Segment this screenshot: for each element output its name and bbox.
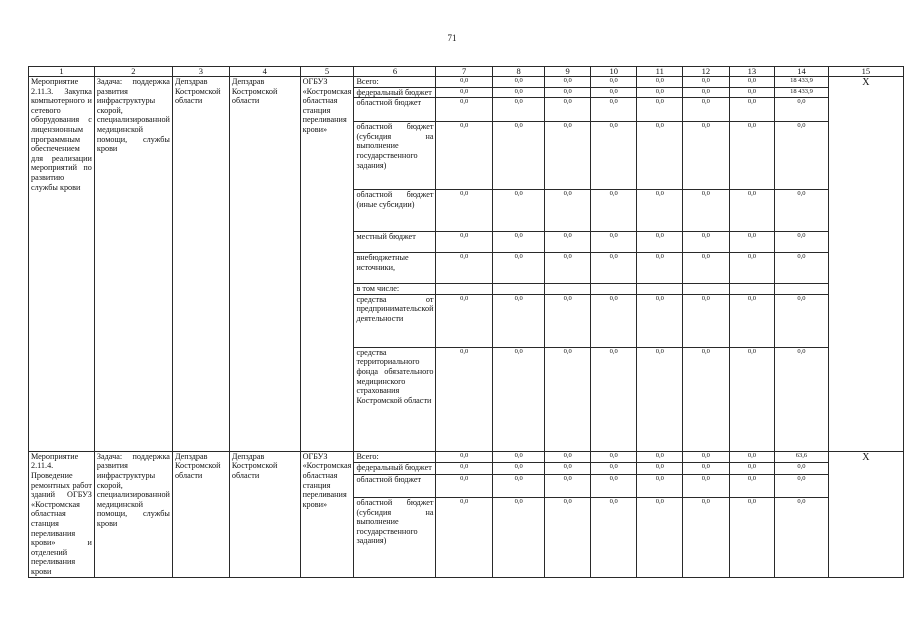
value-cell: 0,0 bbox=[436, 347, 492, 451]
column-number-15: 15 bbox=[828, 67, 903, 77]
column-number-4: 4 bbox=[229, 67, 300, 77]
value-cell: 0,0 bbox=[637, 474, 683, 498]
value-cell: 0,0 bbox=[492, 190, 544, 232]
value-cell: 0,0 bbox=[637, 463, 683, 474]
value-cell: 0,0 bbox=[436, 253, 492, 284]
value-cell bbox=[590, 284, 637, 295]
value-cell: 0,0 bbox=[545, 498, 591, 577]
coexecutor-cell: Депздрав Костромской области bbox=[229, 451, 300, 577]
column-number-5: 5 bbox=[300, 67, 354, 77]
column-number-3: 3 bbox=[172, 67, 229, 77]
funding-source-label: Всего: bbox=[354, 451, 436, 462]
value-cell: 0,0 bbox=[637, 347, 683, 451]
value-cell: 0,0 bbox=[683, 347, 730, 451]
value-cell: 0,0 bbox=[545, 87, 591, 98]
value-cell bbox=[492, 284, 544, 295]
value-cell: 0,0 bbox=[729, 253, 775, 284]
value-cell: 0,0 bbox=[683, 451, 730, 462]
value-cell: 0,0 bbox=[436, 451, 492, 462]
task-cell: Задача: поддержка развития инфраструктуры скорой, специализированной медицинской помощи, службы крови bbox=[94, 77, 172, 452]
value-cell: 0,0 bbox=[590, 98, 637, 122]
funding-source-label: федеральный бюджет bbox=[354, 87, 436, 98]
value-cell: 0,0 bbox=[436, 98, 492, 122]
recipient-cell: ОГБУЗ «Костромская областная станция переливания крови» bbox=[300, 451, 354, 577]
value-cell: 0,0 bbox=[729, 122, 775, 190]
value-cell: 0,0 bbox=[590, 87, 637, 98]
column-number-6: 6 bbox=[354, 67, 436, 77]
value-cell: 0,0 bbox=[683, 77, 730, 88]
column-number-7: 7 bbox=[436, 67, 492, 77]
value-cell: 0,0 bbox=[436, 77, 492, 88]
value-cell: 0,0 bbox=[683, 122, 730, 190]
value-cell: 0,0 bbox=[545, 347, 591, 451]
value-cell: 0,0 bbox=[590, 347, 637, 451]
table-row bbox=[29, 451, 904, 462]
value-cell: 0,0 bbox=[590, 474, 637, 498]
header-row bbox=[29, 67, 904, 77]
value-cell: 0,0 bbox=[492, 232, 544, 253]
value-cell: 0,0 bbox=[590, 253, 637, 284]
value-cell: 0,0 bbox=[590, 451, 637, 462]
value-cell: 0,0 bbox=[545, 294, 591, 347]
value-cell: 0,0 bbox=[683, 253, 730, 284]
value-cell: 63,6 bbox=[775, 451, 829, 462]
value-cell: 0,0 bbox=[545, 190, 591, 232]
measure-cell: Мероприятие 2.11.4. Проведение ремонтных работ зданий ОГБУЗ «Костромская областная станция переливания крови» и отделений переливания крови bbox=[29, 451, 95, 577]
value-cell: 0,0 bbox=[729, 498, 775, 577]
value-cell: 0,0 bbox=[436, 498, 492, 577]
value-cell: 0,0 bbox=[545, 474, 591, 498]
value-cell: 0,0 bbox=[492, 77, 544, 88]
value-cell: 0,0 bbox=[492, 294, 544, 347]
measure-cell: Мероприятие 2.11.3. Закупка компьютерного и сетевого оборудования с лицензионным программным обеспечением для реализации мероприятий по развитию службы крови bbox=[29, 77, 95, 452]
value-cell: 0,0 bbox=[729, 87, 775, 98]
column-number-2: 2 bbox=[94, 67, 172, 77]
column-number-14: 14 bbox=[775, 67, 829, 77]
funding-source-label: федеральный бюджет bbox=[354, 463, 436, 474]
value-cell: 0,0 bbox=[775, 122, 829, 190]
value-cell: 0,0 bbox=[492, 253, 544, 284]
column-number-8: 8 bbox=[492, 67, 544, 77]
value-cell: 0,0 bbox=[683, 463, 730, 474]
funding-source-label: областной бюджет (субсидия на выполнение государственного задания) bbox=[354, 498, 436, 577]
value-cell: 0,0 bbox=[436, 190, 492, 232]
value-cell: 0,0 bbox=[729, 190, 775, 232]
value-cell: 0,0 bbox=[436, 294, 492, 347]
value-cell: 0,0 bbox=[775, 463, 829, 474]
value-cell: 0,0 bbox=[775, 98, 829, 122]
funding-source-label: средства от предпринимательской деятельности bbox=[354, 294, 436, 347]
value-cell: 0,0 bbox=[637, 122, 683, 190]
value-cell: 0,0 bbox=[436, 232, 492, 253]
value-cell: 0,0 bbox=[545, 451, 591, 462]
column-number-1: 1 bbox=[29, 67, 95, 77]
value-cell: 0,0 bbox=[729, 451, 775, 462]
value-cell: 0,0 bbox=[590, 232, 637, 253]
value-cell: 0,0 bbox=[492, 87, 544, 98]
value-cell: 0,0 bbox=[775, 474, 829, 498]
value-cell: 0,0 bbox=[637, 232, 683, 253]
value-cell: 0,0 bbox=[492, 347, 544, 451]
value-cell bbox=[637, 284, 683, 295]
value-cell: 0,0 bbox=[729, 347, 775, 451]
value-cell: 0,0 bbox=[492, 122, 544, 190]
funding-source-label: местный бюджет bbox=[354, 232, 436, 253]
task-cell: Задача: поддержка развития инфраструктуры скорой, специализированной медицинской помощи, службы крови bbox=[94, 451, 172, 577]
column-number-11: 11 bbox=[637, 67, 683, 77]
value-cell: 0,0 bbox=[492, 451, 544, 462]
value-cell: 0,0 bbox=[775, 253, 829, 284]
value-cell bbox=[683, 284, 730, 295]
column-number-13: 13 bbox=[729, 67, 775, 77]
column-15-mark: Х bbox=[828, 77, 903, 452]
value-cell: 0,0 bbox=[545, 463, 591, 474]
funding-source-label: областной бюджет (иные субсидии) bbox=[354, 190, 436, 232]
funding-source-label: средства территориального фонда обязательного медицинского страхования Костромской области bbox=[354, 347, 436, 451]
value-cell bbox=[775, 284, 829, 295]
budget-table bbox=[28, 66, 904, 578]
value-cell: 0,0 bbox=[729, 98, 775, 122]
value-cell: 0,0 bbox=[590, 498, 637, 577]
value-cell: 0,0 bbox=[729, 294, 775, 347]
value-cell: 0,0 bbox=[590, 294, 637, 347]
executor-cell: Депздрав Костромской области bbox=[172, 451, 229, 577]
value-cell: 0,0 bbox=[590, 463, 637, 474]
column-number-12: 12 bbox=[683, 67, 730, 77]
column-number-9: 9 bbox=[545, 67, 591, 77]
value-cell: 0,0 bbox=[637, 253, 683, 284]
value-cell: 0,0 bbox=[683, 232, 730, 253]
recipient-cell: ОГБУЗ «Костромская областная станция переливания крови» bbox=[300, 77, 354, 452]
value-cell: 0,0 bbox=[683, 474, 730, 498]
value-cell: 0,0 bbox=[729, 474, 775, 498]
value-cell: 0,0 bbox=[637, 294, 683, 347]
value-cell: 0,0 bbox=[775, 347, 829, 451]
value-cell: 0,0 bbox=[436, 87, 492, 98]
value-cell: 0,0 bbox=[775, 190, 829, 232]
funding-source-label: областной бюджет bbox=[354, 98, 436, 122]
value-cell: 0,0 bbox=[775, 232, 829, 253]
value-cell: 0,0 bbox=[775, 498, 829, 577]
value-cell: 0,0 bbox=[545, 77, 591, 88]
value-cell: 0,0 bbox=[590, 190, 637, 232]
value-cell: 0,0 bbox=[729, 232, 775, 253]
value-cell bbox=[545, 284, 591, 295]
value-cell: 0,0 bbox=[683, 190, 730, 232]
value-cell: 0,0 bbox=[683, 498, 730, 577]
value-cell: 0,0 bbox=[637, 98, 683, 122]
value-cell: 0,0 bbox=[545, 253, 591, 284]
value-cell: 0,0 bbox=[637, 77, 683, 88]
page-number: 71 bbox=[447, 33, 457, 43]
value-cell: 0,0 bbox=[729, 463, 775, 474]
value-cell: 0,0 bbox=[436, 474, 492, 498]
executor-cell: Депздрав Костромской области bbox=[172, 77, 229, 452]
value-cell: 0,0 bbox=[492, 463, 544, 474]
value-cell: 0,0 bbox=[545, 122, 591, 190]
funding-source-label: областной бюджет bbox=[354, 474, 436, 498]
value-cell: 0,0 bbox=[492, 498, 544, 577]
value-cell: 18 433,9 bbox=[775, 77, 829, 88]
value-cell: 0,0 bbox=[590, 77, 637, 88]
value-cell: 0,0 bbox=[729, 77, 775, 88]
value-cell: 0,0 bbox=[492, 474, 544, 498]
value-cell bbox=[436, 284, 492, 295]
coexecutor-cell: Депздрав Костромской области bbox=[229, 77, 300, 452]
value-cell: 0,0 bbox=[637, 498, 683, 577]
value-cell: 0,0 bbox=[637, 190, 683, 232]
value-cell: 0,0 bbox=[683, 87, 730, 98]
funding-source-label: областной бюджет (субсидия на выполнение государственного задания) bbox=[354, 122, 436, 190]
value-cell: 18 433,9 bbox=[775, 87, 829, 98]
value-cell: 0,0 bbox=[683, 98, 730, 122]
value-cell: 0,0 bbox=[545, 232, 591, 253]
value-cell: 0,0 bbox=[492, 98, 544, 122]
value-cell: 0,0 bbox=[775, 294, 829, 347]
funding-source-label: внебюджетные источники, bbox=[354, 253, 436, 284]
column-15-mark: Х bbox=[828, 451, 903, 577]
column-number-10: 10 bbox=[590, 67, 637, 77]
value-cell: 0,0 bbox=[545, 98, 591, 122]
value-cell: 0,0 bbox=[436, 122, 492, 190]
funding-source-label: Всего: bbox=[354, 77, 436, 88]
value-cell: 0,0 bbox=[590, 122, 637, 190]
value-cell: 0,0 bbox=[436, 463, 492, 474]
value-cell bbox=[729, 284, 775, 295]
value-cell: 0,0 bbox=[683, 294, 730, 347]
value-cell: 0,0 bbox=[637, 451, 683, 462]
value-cell: 0,0 bbox=[637, 87, 683, 98]
table-row bbox=[29, 77, 904, 88]
funding-source-label: в том числе: bbox=[354, 284, 436, 295]
